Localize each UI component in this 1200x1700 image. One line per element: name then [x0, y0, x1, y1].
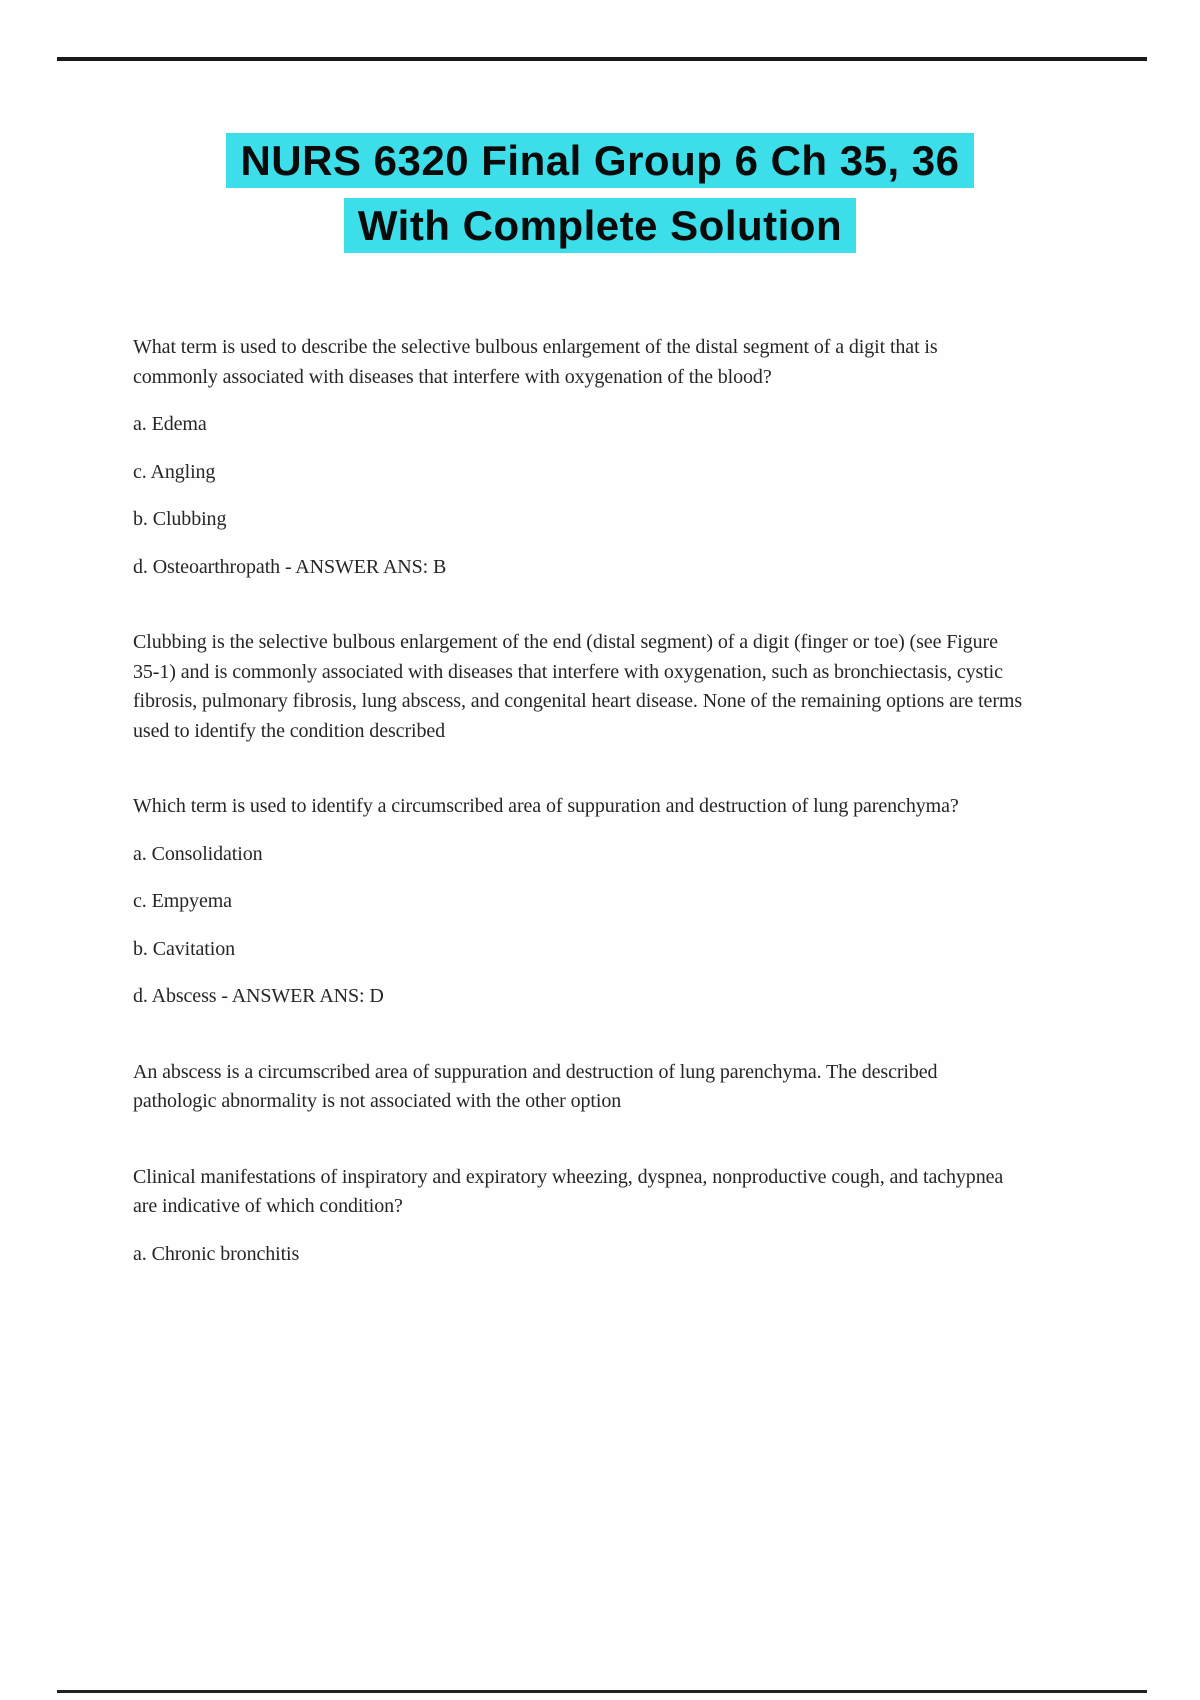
question-2-text: Which term is used to identify a circumscribed area of suppuration and destruction of lung parenchyma? [133, 795, 959, 817]
title-row-1 [0, 133, 1200, 198]
document-body [133, 333, 1023, 1287]
question-2-option-b: b. Cavitation [133, 937, 236, 960]
question-2-option-d-answer: d. Abscess - ANSWER ANS: D [133, 985, 384, 1007]
bottom-rule [57, 1690, 1147, 1693]
document-title [0, 133, 1200, 263]
question-1-option-c: c. Angling [133, 460, 216, 483]
question-2-option-a: a. Consolidation [133, 842, 263, 865]
top-rule [57, 57, 1147, 61]
question-2-option-c: c. Empyema [133, 890, 232, 912]
title-line-1: NURS 6320 Final Group 6 Ch 35, 36 [226, 133, 973, 188]
question-2-explanation: An abscess is a circumscribed area of suppuration and destruction of lung parenchyma. The described pathologic abnormality is not associated with the other option [133, 1060, 938, 1112]
question-1-option-b: b. Clubbing [133, 508, 227, 530]
question-1-option-d-answer: d. Osteoarthropath - ANSWER ANS: B [133, 555, 447, 578]
question-1-explanation: Clubbing is the selective bulbous enlargement of the end (distal segment) of a digit (finger or toe) (see Figure 35-1) and is commonly associated with diseases that interfere with oxygenation, such as bronchiectasis, cystic fibrosis, pulmonary fibrosis, lung abscess, and congenital heart disease. None of the remaining options are terms used to identify the condition described [133, 631, 1023, 742]
question-1-option-a: a. Edema [133, 413, 207, 435]
question-3-option-a: a. Chronic bronchitis [133, 1242, 300, 1265]
title-line-2: With Complete Solution [344, 198, 856, 253]
question-3-text: Clinical manifestations of inspiratory and expiratory wheezing, dyspnea, nonproductive cough, and tachypnea are indicative of which condition? [133, 1165, 1004, 1217]
title-row-2 [0, 198, 1200, 263]
question-1-text: What term is used to describe the selective bulbous enlargement of the distal segment of a digit that is commonly associated with diseases that interfere with oxygenation of the blood? [133, 336, 938, 388]
